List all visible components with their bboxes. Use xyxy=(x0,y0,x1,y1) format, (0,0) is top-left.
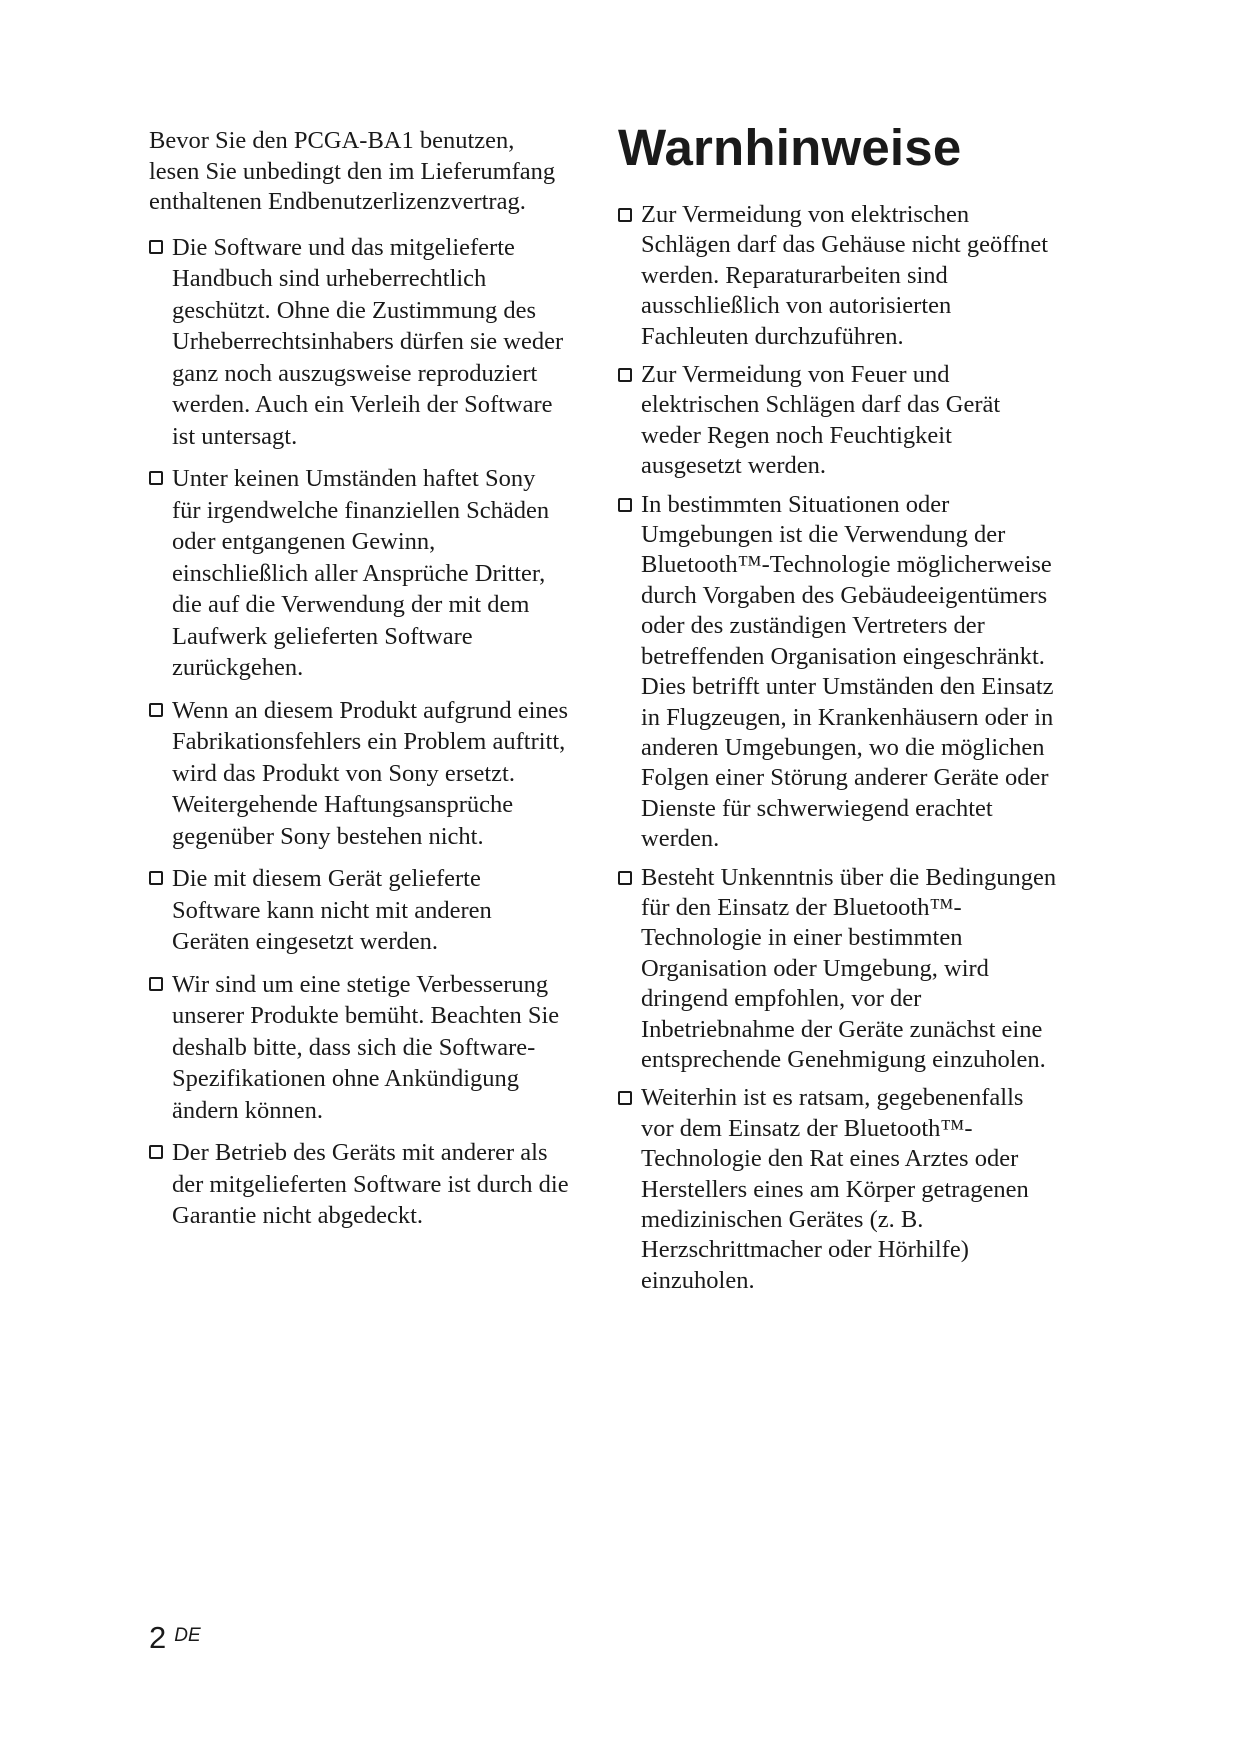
checkbox-bullet-icon xyxy=(618,871,632,885)
list-item xyxy=(149,1137,569,1232)
list-item-text: Der Betrieb des Geräts mit anderer als der mitgelieferten Software ist durch die Garantie nicht abgedeckt. xyxy=(172,1139,569,1229)
list-item-text: Weiterhin ist es ratsam, gegebenenfalls vor dem Einsatz der Bluetooth™-Technologie den Rat eines Arztes oder Herstellers eines am Körper getragenen medizinischen Gerätes (z. B. Herzschrittmacher oder Hörhilfe) einzuholen. xyxy=(641,1084,1029,1294)
list-item xyxy=(618,490,1058,855)
section-heading: Warnhinweise xyxy=(618,119,962,176)
list-item xyxy=(149,695,569,853)
list-item xyxy=(618,1083,1058,1296)
list-item-text: Wir sind um eine stetige Verbesserung unserer Produkte bemüht. Beachten Sie deshalb bitte, dass sich die Software-Spezifikationen ohne Ankündigung ändern können. xyxy=(172,970,560,1124)
list-item xyxy=(618,200,1058,352)
list-item xyxy=(149,969,569,1127)
list-item xyxy=(618,863,1058,1076)
checkbox-bullet-icon xyxy=(618,368,632,382)
left-notice-list xyxy=(149,232,569,1232)
checkbox-bullet-icon xyxy=(149,471,163,485)
checkbox-bullet-icon xyxy=(149,240,163,254)
list-item-text: Unter keinen Umständen haftet Sony für irgendwelche finanziellen Schäden oder entgangenen Gewinn, einschließlich aller Ansprüche Dritter, die auf die Verwendung der mit dem Laufwerk gelieferten Software zurückgehen. xyxy=(172,465,550,681)
list-item xyxy=(618,360,1058,482)
intro-paragraph: Bevor Sie den PCGA-BA1 benutzen, lesen Sie unbedingt den im Lieferumfang enthaltenen Endbenutzerlizenzvertrag. xyxy=(149,127,556,215)
checkbox-bullet-icon xyxy=(618,208,632,222)
page-number: 2 xyxy=(149,1620,167,1655)
list-item-text: Wenn an diesem Produkt aufgrund eines Fabrikationsfehlers ein Problem auftritt, wird das Produkt von Sony ersetzt. Weitergehende Haftungsansprüche gegenüber Sony bestehen nicht. xyxy=(172,696,569,850)
checkbox-bullet-icon xyxy=(618,498,632,512)
list-item xyxy=(149,863,569,958)
language-code: DE xyxy=(174,1625,201,1646)
list-item-text: In bestimmten Situationen oder Umgebungen ist die Verwendung der Bluetooth™-Technologie möglicherweise durch Vorgaben des Gebäudeeigentümers oder des zuständigen Vertreters der betreffenden Organisation eingeschränkt. Dies betrifft unter Umständen den Einsatz in Flugzeugen, in Krankenhäusern oder in anderen Umgebungen, wo die möglichen Folgen einer Störung anderer Geräte oder Dienste für schwerwiegend erachtet werden. xyxy=(641,490,1054,853)
checkbox-bullet-icon xyxy=(149,871,163,885)
checkbox-bullet-icon xyxy=(149,703,163,717)
list-item-text: Die Software und das mitgelieferte Handbuch sind urheberrechtlich geschützt. Ohne die Zustimmung des Urheberrechtsinhabers dürfen sie weder ganz noch auszugsweise reproduziert werden. Auch ein Verleih der Software ist untersagt. xyxy=(172,233,564,450)
checkbox-bullet-icon xyxy=(149,977,163,991)
list-item-text: Besteht Unkenntnis über die Bedingungen für den Einsatz der Bluetooth™-Technologie in einer bestimmten Organisation oder Umgebung, wird dringend empfohlen, vor der Inbetriebnahme der Geräte zunächst eine entsprechende Genehmigung einzuholen. xyxy=(641,863,1057,1073)
list-item-text: Die mit diesem Gerät gelieferte Software kann nicht mit anderen Geräten eingesetzt werden. xyxy=(172,865,492,955)
list-item xyxy=(149,232,569,453)
warning-list xyxy=(618,200,1058,1296)
checkbox-bullet-icon xyxy=(149,1145,163,1159)
checkbox-bullet-icon xyxy=(618,1091,632,1105)
right-column xyxy=(618,118,1058,1304)
list-item-text: Zur Vermeidung von elektrischen Schlägen darf das Gehäuse nicht geöffnet werden. Reparaturarbeiten sind ausschließlich von autorisierten Fachleuten durchzuführen. xyxy=(641,201,1049,350)
page-footer xyxy=(149,1620,201,1656)
left-column xyxy=(149,126,569,1243)
list-item xyxy=(149,463,569,684)
list-item-text: Zur Vermeidung von Feuer und elektrischen Schlägen darf das Gerät weder Regen noch Feuchtigkeit ausgesetzt werden. xyxy=(641,361,1001,480)
